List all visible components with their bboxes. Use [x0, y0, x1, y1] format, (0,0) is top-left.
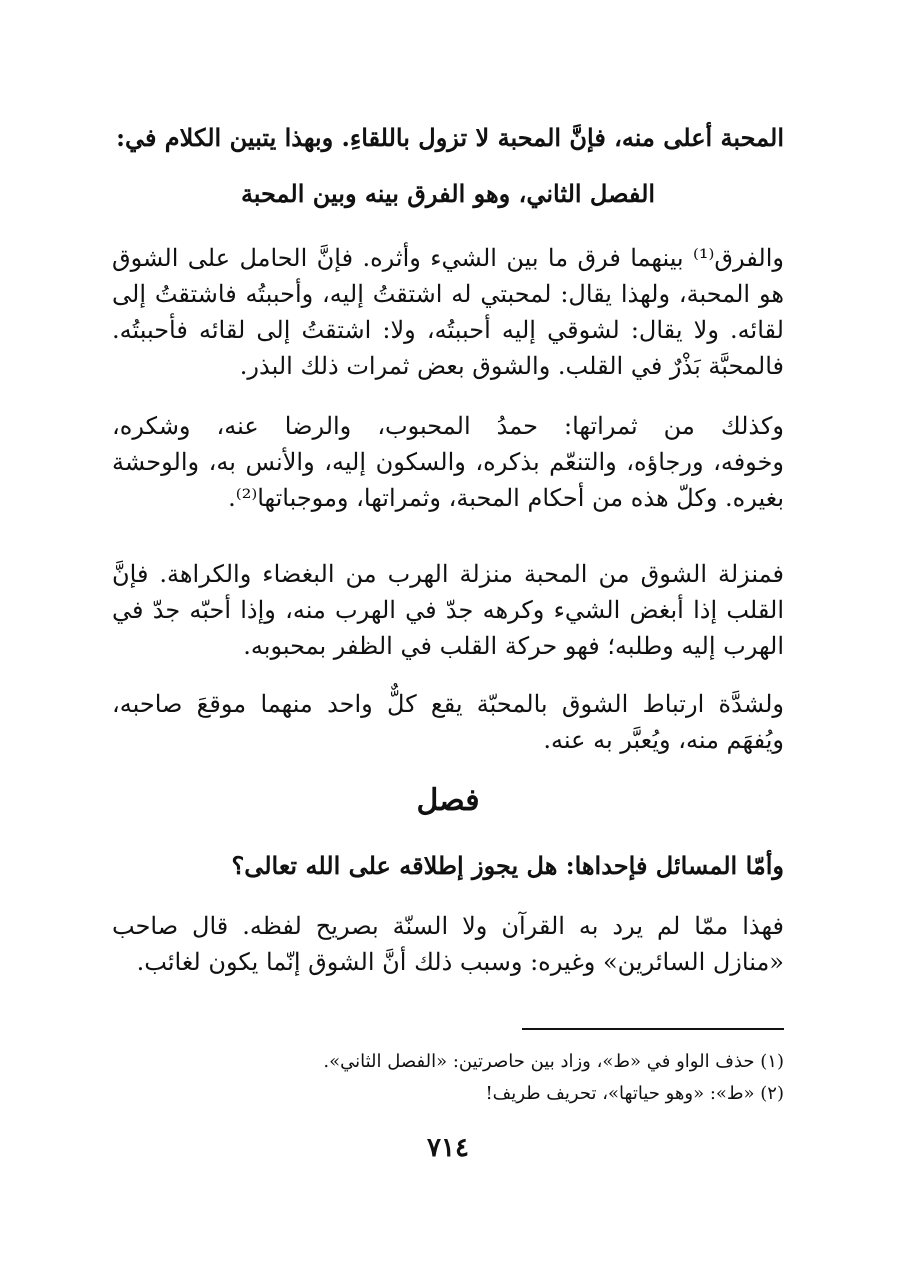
paragraph-3-line-2: القلب إذا أبغض الشيء وكرهه جدّ في الهرب منه، وإذا أحبّه جدّ في [112, 596, 784, 624]
footnote-1: (١) حذف الواو في «ط»، وزاد بين حاصرتين: «الفصل الثاني». [323, 1051, 784, 1072]
paragraph-4-line-2: ويُفهَم منه، ويُعبَّر به عنه. [543, 726, 784, 754]
paragraph-5-line-2: «منازل السائرين» وغيره: وسبب ذلك أنَّ الشوق إنّما يكون لغائب. [136, 948, 784, 976]
question-heading: وأمّا المسائل فإحداها: هل يجوز إطلاقه على الله تعالى؟ [231, 851, 784, 880]
paragraph-3-line-3: الهرب إليه وطلبه؛ فهو حركة القلب في الظفر بمحبوبه. [243, 632, 784, 660]
paragraph-1-line-2: هو المحبة، ولهذا يقال: لمحبتي له اشتقتُ إليه، وأحببتُه فاشتقتُ إلى [112, 280, 784, 308]
section-heading-fasl: فصل [416, 783, 480, 818]
footnote-divider [522, 1028, 784, 1030]
document-page [112, 118, 784, 1218]
footnote-2: (٢) «ط»: «وهو حياتها»، تحريف طريف! [485, 1083, 784, 1104]
paragraph-1-line-3: لقائه. ولا يقال: لشوقي إليه أحببتُه، ولا: اشتقتُ إلى لقائه فأحببتُه. [112, 316, 784, 344]
section-heading-second-chapter: الفصل الثاني، وهو الفرق بينه وبين المحبة [240, 179, 656, 208]
paragraph-2-line-1: وكذلك من ثمراتها: حمدُ المحبوب، والرضا عنه، وشكره، [112, 412, 784, 440]
page-number: ٧١٤ [427, 1133, 469, 1163]
paragraph-2-line-3: بغيره. وكلّ هذه من أحكام المحبة، وثمراتها، وموجباتها⁽²⁾. [228, 484, 784, 512]
paragraph-2-line-2: وخوفه، ورجاؤه، والتنعّم بذكره، والسكون إليه، والأنس به، والوحشة [112, 448, 784, 476]
paragraph-3-line-1: فمنزلة الشوق من المحبة منزلة الهرب من البغضاء والكراهة. فإنَّ [112, 560, 784, 588]
paragraph-4-line-1: ولشدَّة ارتباط الشوق بالمحبّة يقع كلٌّ واحد منهما موقعَ صاحبه، [112, 690, 784, 718]
paragraph-5-line-1: فهذا ممّا لم يرد به القرآن ولا السنّة بصريح لفظه. قال صاحب [112, 912, 784, 940]
text-line-1: المحبة أعلى منه، فإنَّ المحبة لا تزول باللقاءِ. وبهذا يتبين الكلام في: [116, 123, 784, 152]
paragraph-1-line-4: فالمحبَّة بَذْرٌ في القلب. والشوق بعض ثمرات ذلك البذر. [239, 352, 784, 380]
paragraph-1-line-1: والفرق⁽¹⁾ بينهما فرق ما بين الشيء وأثره. فإنَّ الحامل على الشوق [112, 244, 784, 272]
